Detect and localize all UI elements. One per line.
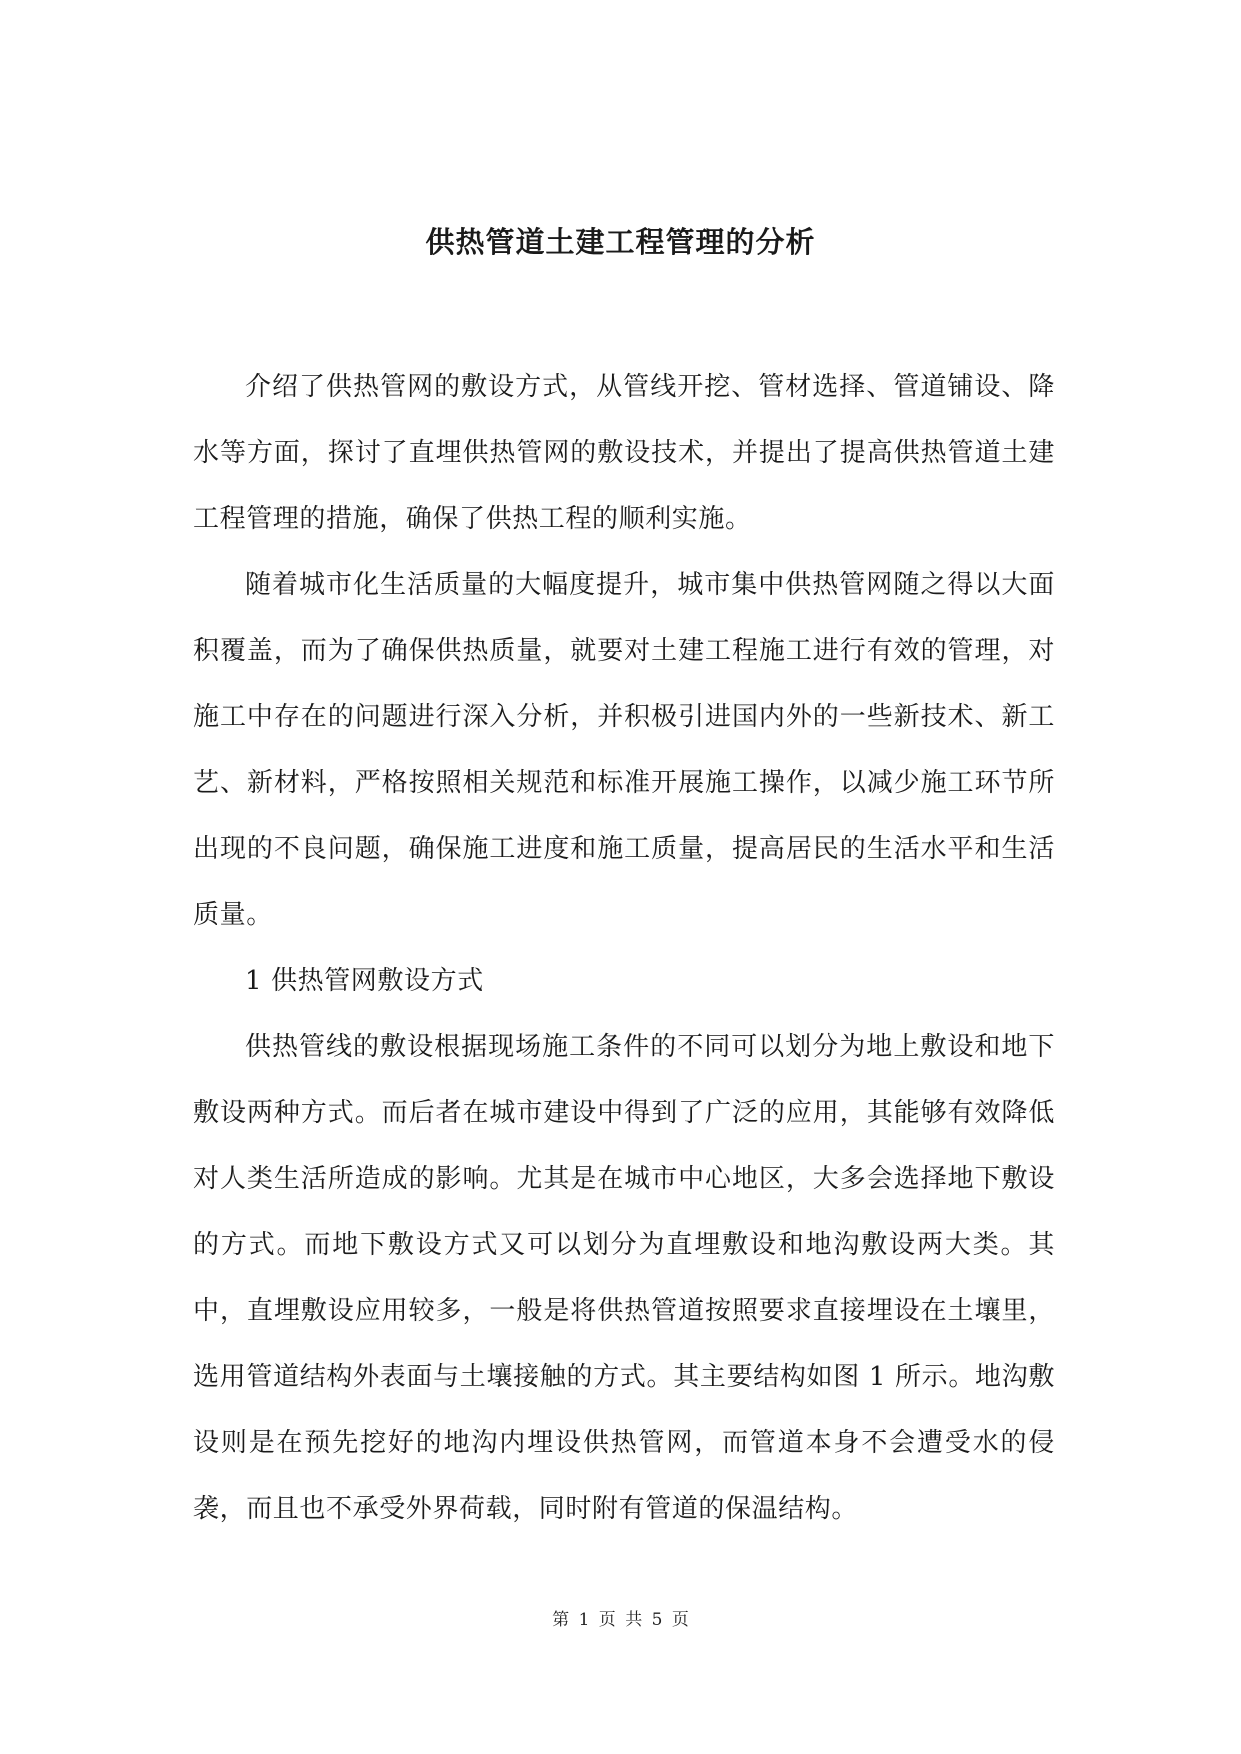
document-title: 供热管道土建工程管理的分析 [425, 225, 816, 259]
page-footer: 第 1 页 共 5 页 [552, 1610, 689, 1630]
intro-paragraph: 随着城市化生活质量的大幅度提升，城市集中供热管网随之得以大面积覆盖，而为了确保供热质量，就要对土建工程施工进行有效的管理，对施工中存在的问题进行深入分析，并积极引进国内外的一些新技术、新工艺、新材料，严格按照相关规范和标准开展施工操作，以减少施工环节所出现的不良问题，确保施工进度和施工质量，提高居民的生活水平和生活质量。 [193, 570, 1055, 930]
section-heading: 1 供热管网敷设方式 [245, 966, 484, 996]
document-body [193, 354, 1055, 1542]
abstract-paragraph: 介绍了供热管网的敷设方式，从管线开挖、管材选择、管道铺设、降水等方面，探讨了直埋供热管网的敷设技术，并提出了提高供热管道土建工程管理的措施，确保了供热工程的顺利实施。 [193, 372, 1055, 534]
section-paragraph: 供热管线的敷设根据现场施工条件的不同可以划分为地上敷设和地下敷设两种方式。而后者在城市建设中得到了广泛的应用，其能够有效降低对人类生活所造成的影响。尤其是在城市中心地区，大多会选择地下敷设的方式。而地下敷设方式又可以划分为直埋敷设和地沟敷设两大类。其中，直埋敷设应用较多，一般是将供热管道按照要求直接埋设在土壤里，选用管道结构外表面与土壤接触的方式。其主要结构如图 1 所示。地沟敷设则是在预先挖好的地沟内埋设供热管网，而管道本身不会遭受水的侵袭，而且也不承受外界荷载，同时附有管道的保温结构。 [193, 1032, 1055, 1524]
